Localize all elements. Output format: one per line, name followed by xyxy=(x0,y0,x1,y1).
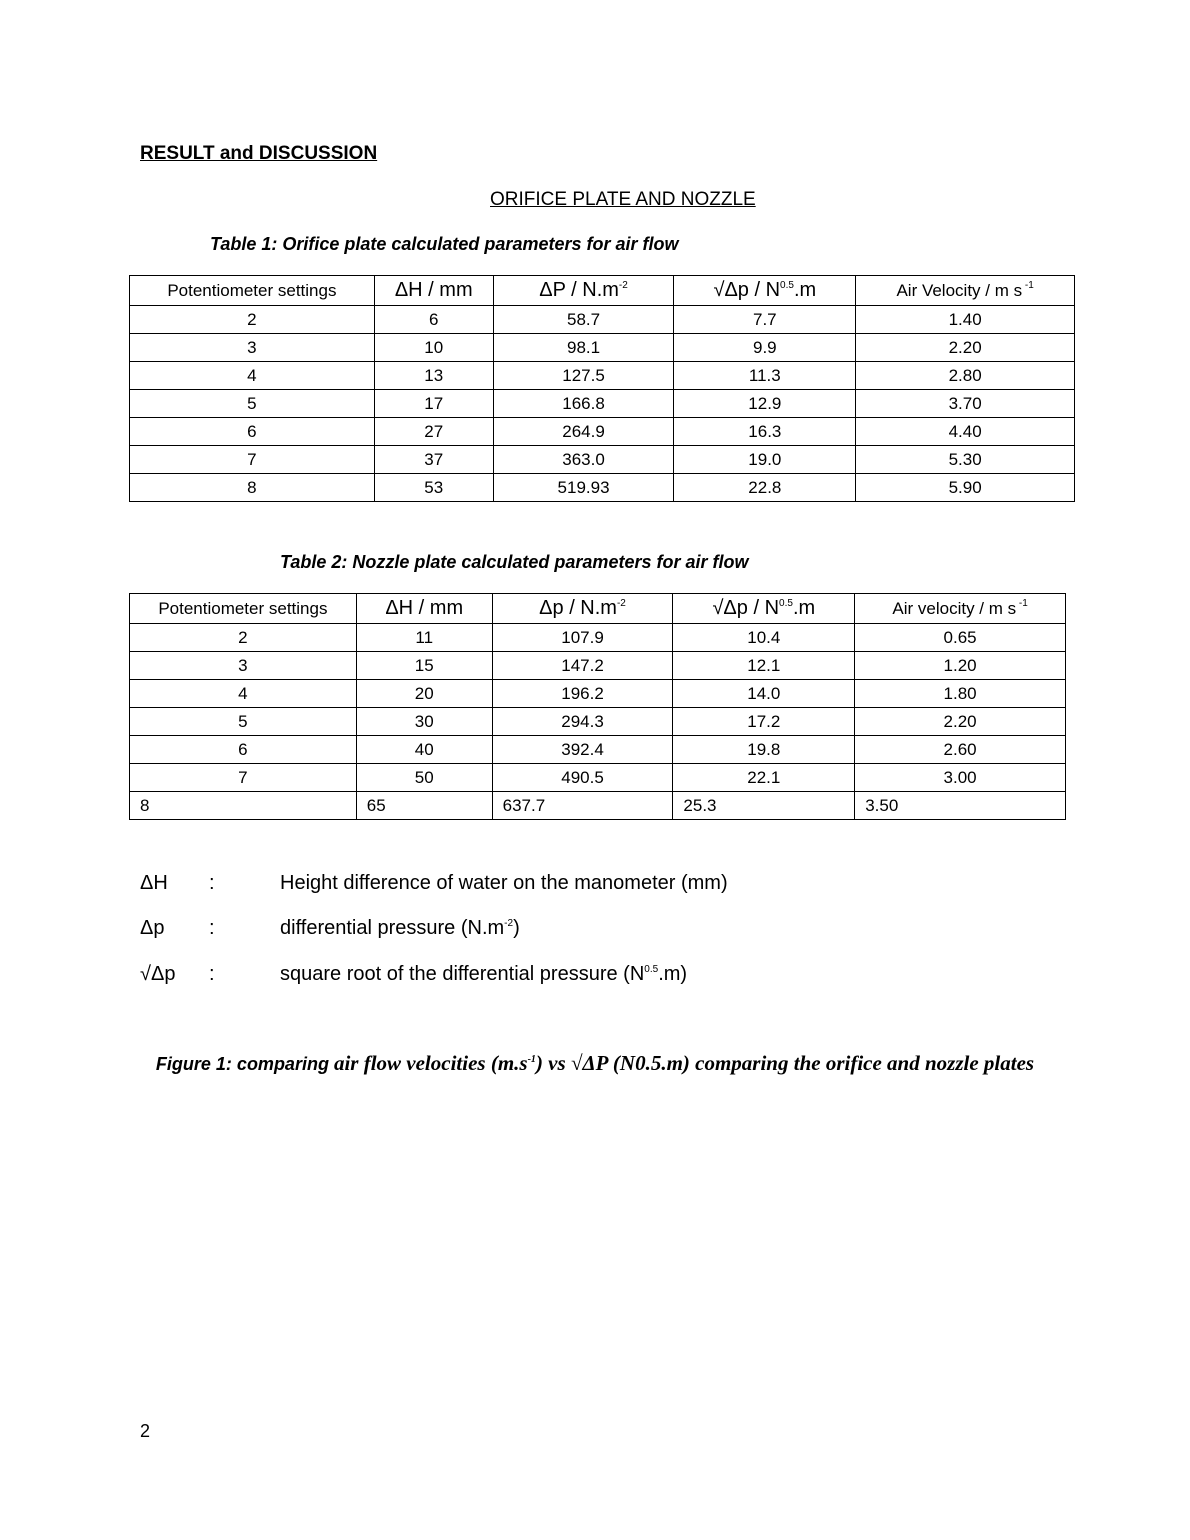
table-cell: 7 xyxy=(130,446,375,474)
header-velocity-label: Air Velocity / m s xyxy=(896,280,1023,300)
table-cell: 25.3 xyxy=(673,792,855,820)
table-cell: 6 xyxy=(130,418,375,446)
table-cell: 2.60 xyxy=(855,736,1066,764)
table-row xyxy=(130,306,1075,334)
definition-sup: 0.5 xyxy=(644,964,659,975)
table-cell: 1.20 xyxy=(855,652,1066,680)
table-cell: 15 xyxy=(356,652,492,680)
header-delta-p-sup: -2 xyxy=(618,280,628,291)
table-cell: 0.65 xyxy=(855,624,1066,652)
header-velocity-label: Air velocity / m s xyxy=(892,598,1017,618)
table-cell: 107.9 xyxy=(492,624,673,652)
table-cell: 19.0 xyxy=(674,446,856,474)
figure-caption-main-text: air flow velocities (m.s xyxy=(333,1051,528,1075)
table-cell: 294.3 xyxy=(492,708,673,736)
definition-tail: ) xyxy=(513,917,520,939)
table-cell: 3.50 xyxy=(855,792,1066,820)
table-cell: 50 xyxy=(356,764,492,792)
table-cell: 1.80 xyxy=(855,680,1066,708)
header-potentiometer: Potentiometer settings xyxy=(130,276,375,306)
definition-symbol: ΔH xyxy=(140,872,168,894)
definition-tail: .m) xyxy=(658,963,688,985)
table-cell: 490.5 xyxy=(492,764,673,792)
definition-text-main: Height difference of water on the manometer (mm) xyxy=(280,872,728,894)
table-cell: 14.0 xyxy=(673,680,855,708)
table-row xyxy=(130,418,1075,446)
table-cell: 3 xyxy=(130,652,357,680)
header-delta-p-label: ΔP / N.m xyxy=(539,279,619,301)
header-delta-p-sup: -2 xyxy=(616,598,626,609)
header-sqrt-tail: .m xyxy=(793,279,817,301)
table-cell: 166.8 xyxy=(493,390,674,418)
table-cell: 3.00 xyxy=(855,764,1066,792)
table-row xyxy=(130,652,1066,680)
table-cell: 98.1 xyxy=(493,334,674,362)
table-row xyxy=(130,624,1066,652)
section-heading: RESULT and DISCUSSION xyxy=(140,143,378,164)
header-sqrt-delta-p xyxy=(673,594,855,624)
table1-caption: Table 1: Orifice plate calculated parameters for air flow xyxy=(210,234,679,254)
orifice-table xyxy=(129,275,1075,502)
table-row xyxy=(130,334,1075,362)
table-cell: 65 xyxy=(356,792,492,820)
table-cell: 53 xyxy=(374,474,493,502)
table-cell: 20 xyxy=(356,680,492,708)
header-potentiometer: Potentiometer settings xyxy=(130,594,357,624)
definition-text-main: square root of the differential pressure (N xyxy=(280,963,645,985)
table-cell: 12.9 xyxy=(674,390,856,418)
table-cell: 196.2 xyxy=(492,680,673,708)
table-row xyxy=(130,474,1075,502)
table-cell: 22.8 xyxy=(674,474,856,502)
table-cell: 4.40 xyxy=(856,418,1075,446)
header-air-velocity xyxy=(855,594,1066,624)
table-cell: 12.1 xyxy=(673,652,855,680)
definition-text xyxy=(280,963,687,986)
definition-colon: : xyxy=(209,872,215,894)
definition-text-main: differential pressure (N.m xyxy=(280,917,505,939)
table-cell: 264.9 xyxy=(493,418,674,446)
definition-text xyxy=(280,872,728,895)
table-cell: 2 xyxy=(130,306,375,334)
table-cell: 17.2 xyxy=(673,708,855,736)
table-cell: 7 xyxy=(130,764,357,792)
header-delta-h-label: ΔH / mm xyxy=(394,279,473,301)
table-cell: 1.40 xyxy=(856,306,1075,334)
header-air-velocity xyxy=(856,276,1075,306)
table-cell: 22.1 xyxy=(673,764,855,792)
table-row xyxy=(130,764,1066,792)
table-cell: 147.2 xyxy=(492,652,673,680)
header-sqrt-label: √Δp / N xyxy=(712,597,780,619)
header-delta-p-label: Δp / N.m xyxy=(539,597,617,619)
nozzle-table xyxy=(129,593,1066,820)
header-velocity-sup: -1 xyxy=(1022,279,1034,291)
table-cell: 3 xyxy=(130,334,375,362)
table-cell: 10.4 xyxy=(673,624,855,652)
header-velocity-sup: -1 xyxy=(1016,597,1028,609)
table-cell: 9.9 xyxy=(674,334,856,362)
table-row xyxy=(130,362,1075,390)
definition-text xyxy=(280,917,520,940)
table-row xyxy=(130,708,1066,736)
table-row xyxy=(130,446,1075,474)
header-sqrt-sup: 0.5 xyxy=(780,280,794,291)
table-cell: 5.30 xyxy=(856,446,1075,474)
table-cell: 4 xyxy=(130,680,357,708)
table-cell: 40 xyxy=(356,736,492,764)
definition-sup: -2 xyxy=(504,918,514,929)
header-sqrt-tail: .m xyxy=(792,597,816,619)
table-cell: 27 xyxy=(374,418,493,446)
header-sqrt-label: √Δp / N xyxy=(713,279,781,301)
table-cell: 30 xyxy=(356,708,492,736)
table-cell: 392.4 xyxy=(492,736,673,764)
table-cell: 8 xyxy=(130,792,357,820)
table-row xyxy=(130,680,1066,708)
table-cell: 17 xyxy=(374,390,493,418)
table-cell: 58.7 xyxy=(493,306,674,334)
table-cell: 127.5 xyxy=(493,362,674,390)
figure-caption-main xyxy=(334,1051,1034,1075)
figure-caption-sup: -1 xyxy=(527,1054,536,1065)
table-cell: 2.20 xyxy=(856,334,1075,362)
table-cell: 2.20 xyxy=(855,708,1066,736)
figure-caption-tail: ) vs √ΔP (N0.5.m) comparing the orifice and nozzle plates xyxy=(535,1051,1035,1075)
table-header-row xyxy=(130,276,1075,306)
header-delta-p xyxy=(493,276,674,306)
table-cell: 16.3 xyxy=(674,418,856,446)
table-cell: 3.70 xyxy=(856,390,1075,418)
table-cell: 37 xyxy=(374,446,493,474)
figure-caption xyxy=(140,1048,1050,1079)
table-cell: 363.0 xyxy=(493,446,674,474)
definition-colon: : xyxy=(209,963,215,985)
table-cell: 2 xyxy=(130,624,357,652)
header-delta-h xyxy=(356,594,492,624)
table-header-row xyxy=(130,594,1066,624)
header-delta-p xyxy=(492,594,673,624)
table-cell: 5.90 xyxy=(856,474,1075,502)
table-cell: 13 xyxy=(374,362,493,390)
table-cell: 11 xyxy=(356,624,492,652)
table-row xyxy=(130,736,1066,764)
table-cell: 8 xyxy=(130,474,375,502)
header-delta-h xyxy=(374,276,493,306)
table-row xyxy=(130,792,1066,820)
header-sqrt-sup: 0.5 xyxy=(779,598,793,609)
table-cell: 519.93 xyxy=(493,474,674,502)
figure-caption-prefix: Figure 1: comparing xyxy=(155,1054,334,1074)
table-cell: 10 xyxy=(374,334,493,362)
table-cell: 5 xyxy=(130,708,357,736)
table-row xyxy=(130,390,1075,418)
subheading: ORIFICE PLATE AND NOZZLE xyxy=(490,189,756,210)
definition-symbol: Δp xyxy=(140,917,165,939)
header-sqrt-delta-p xyxy=(674,276,856,306)
table-cell: 19.8 xyxy=(673,736,855,764)
table-cell: 4 xyxy=(130,362,375,390)
table-cell: 5 xyxy=(130,390,375,418)
table-cell: 637.7 xyxy=(492,792,673,820)
table-cell: 7.7 xyxy=(674,306,856,334)
page-number: 2 xyxy=(140,1421,151,1441)
table-cell: 6 xyxy=(130,736,357,764)
table2-caption: Table 2: Nozzle plate calculated parameters for air flow xyxy=(280,552,749,572)
table-cell: 6 xyxy=(374,306,493,334)
header-delta-h-label: ΔH / mm xyxy=(385,597,464,619)
definition-symbol: √Δp xyxy=(140,963,176,985)
table-cell: 11.3 xyxy=(674,362,856,390)
definition-colon: : xyxy=(209,917,215,939)
table-cell: 2.80 xyxy=(856,362,1075,390)
